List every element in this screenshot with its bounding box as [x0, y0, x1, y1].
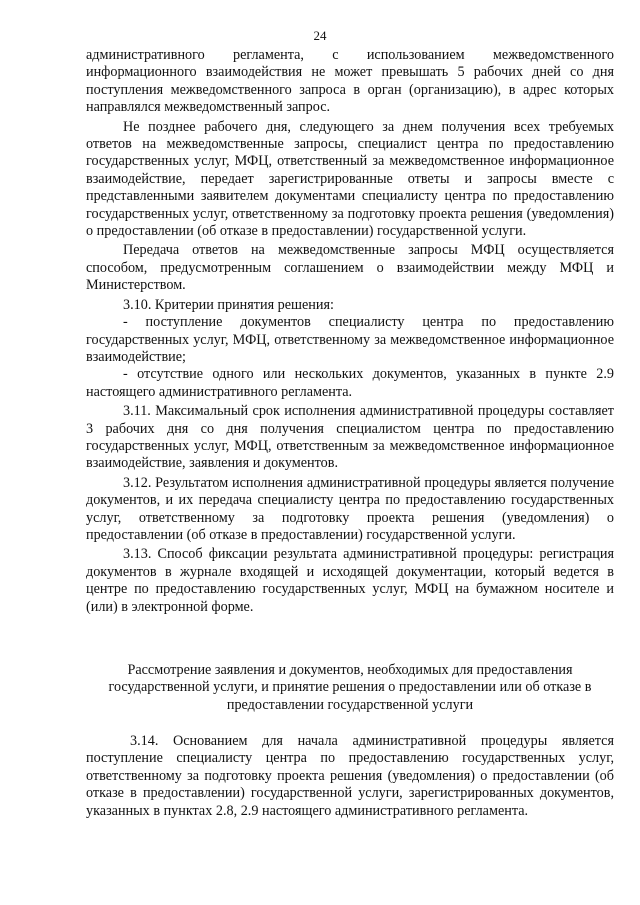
paragraph-3-13: 3.13. Способ фиксации результата административной процедуры: регистрация документов в журнале входящей и исходящей документации, который ведется в центре по предоставлению государственных услуг, МФЦ на бумажном носителе и (или) в электронной форме.: [86, 546, 614, 615]
paragraph-transfer: Передача ответов на межведомственные запросы МФЦ осуществляется способом, предусмотренным соглашением о взаимодействии между МФЦ и Министерством.: [86, 242, 614, 294]
paragraph-continuation: административного регламента, с использованием межведомственного информационного взаимодействия не может превышать 5 рабочих дней со дня поступления межведомственного запроса в орган (организацию), в адрес которых направлялся межведомственный запрос.: [86, 47, 614, 116]
paragraph-responses: Не позднее рабочего дня, следующего за днем получения всех требуемых ответов на межведомственные запросы, специалист центра по предоставлению государственных услуг, МФЦ, ответственный за межведомственное информационное взаимодействие, передает зарегистрированные ответы и запросы вместе с представленными заявителем документами специалисту центра по предоставлению государственных услуг, ответственному за подготовку проекта решения (уведомления) о предоставлении (об отказе в предоставлении) государственной услуги.: [86, 118, 614, 240]
criteria-item-1: - поступление документов специалисту центра по предоставлению государственных услуг, МФЦ, ответственному за межведомственное информационное взаимодействие;: [86, 314, 614, 365]
section-heading: [86, 662, 614, 714]
body-text: [86, 47, 614, 616]
heading-line: Рассмотрение заявления и документов, необходимых для предоставления: [127, 662, 573, 678]
heading-line: государственной услуги, и принятие решения о предоставлении или об отказе в: [108, 679, 592, 696]
paragraph-3-14: 3.14. Основанием для начала административной процедуры является поступление специалисту центра по предоставлению государственных услуг, ответственному за подготовку проекта решения (уведомления) о предоставлении (об отказе в предоставлении) государственной услуги, зарегистрированных документов, указанных в пунктах 2.8, 2.9 настоящего административного регламента.: [86, 733, 614, 819]
paragraph-3-10: 3.10. Критерии принятия решения:: [123, 296, 334, 313]
criteria-item-2: - отсутствие одного или нескольких документов, указанных в пункте 2.9 настоящего административного регламента.: [86, 366, 614, 400]
paragraph-3-12: 3.12. Результатом исполнения административной процедуры является получение документов, и их передача специалисту центра по предоставлению государственных услуг, ответственному за подготовку проекта решения (уведомления) о предоставлении (об отказе в предоставлении) государственной услуги.: [86, 474, 614, 543]
heading-line: предоставлении государственной услуги: [226, 696, 474, 713]
body-text-section-2: [86, 733, 614, 820]
page-number: 24: [313, 28, 327, 43]
paragraph-3-11: 3.11. Максимальный срок исполнения административной процедуры составляет 3 рабочих дня со дня получения специалистом центра по предоставлению государственных услуг, МФЦ, ответственным за межведомственное информационное взаимодействие, заявления и документов.: [86, 403, 614, 472]
